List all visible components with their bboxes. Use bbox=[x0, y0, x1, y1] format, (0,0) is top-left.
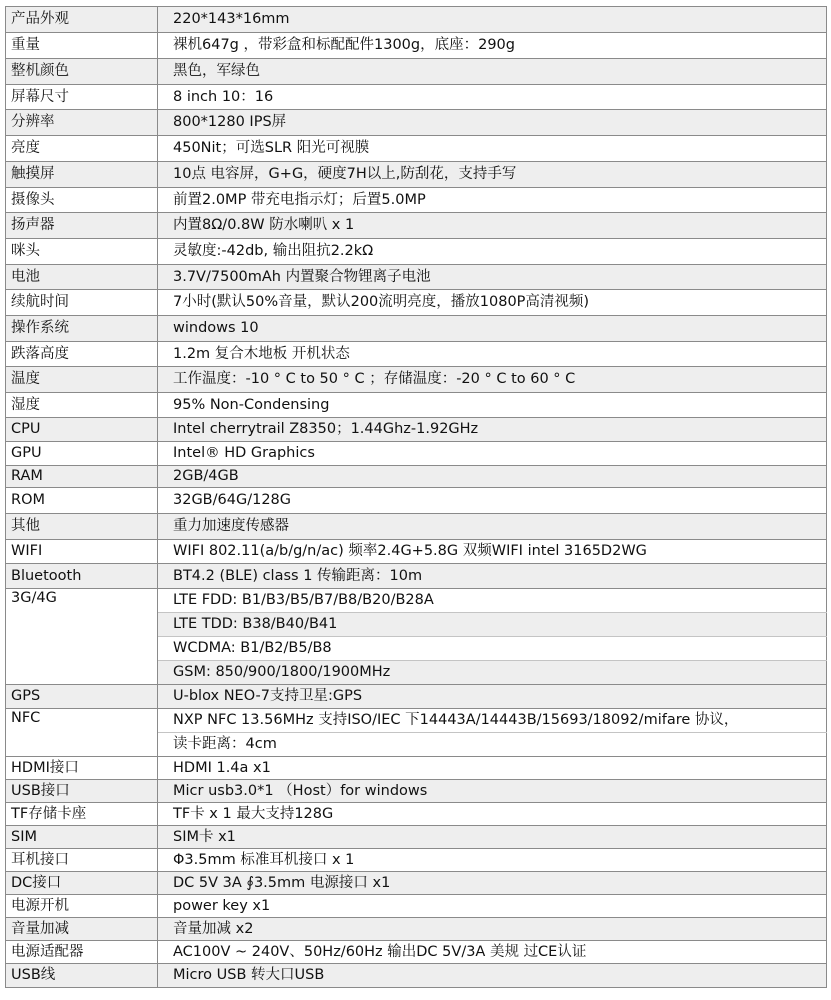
spec-row bbox=[6, 393, 827, 418]
nfc-line: NXP NFC 13.56MHz 支持ISO/IEC 下14443A/14443B/15693/18092/mifare 协议， bbox=[158, 709, 827, 733]
nfc-label-cont bbox=[6, 733, 158, 757]
row-label: 湿度 bbox=[6, 393, 158, 418]
spec-row bbox=[6, 941, 827, 964]
row-label: RAM bbox=[6, 466, 158, 488]
row-value: 前置2.0MP 带充电指示灯；后置5.0MP bbox=[158, 188, 827, 213]
spec-row bbox=[6, 540, 827, 564]
network-row bbox=[6, 589, 827, 613]
row-value: 10点 电容屏，G+G，硬度7H以上,防刮花，支持手写 bbox=[158, 162, 827, 188]
spec-row bbox=[6, 239, 827, 265]
row-value: 2GB/4GB bbox=[158, 466, 827, 488]
row-value: Intel® HD Graphics bbox=[158, 442, 827, 466]
row-label: 续航时间 bbox=[6, 290, 158, 316]
row-label: 整机颜色 bbox=[6, 59, 158, 85]
row-label: 重量 bbox=[6, 33, 158, 59]
row-label: 操作系统 bbox=[6, 316, 158, 342]
row-value: 7小时(默认50%音量，默认200流明亮度，播放1080P高清视频) bbox=[158, 290, 827, 316]
network-line: LTE TDD: B38/B40/B41 bbox=[158, 613, 827, 637]
spec-row bbox=[6, 849, 827, 872]
network-row bbox=[6, 637, 827, 661]
row-label: HDMI接口 bbox=[6, 757, 158, 780]
spec-row bbox=[6, 213, 827, 239]
spec-row bbox=[6, 466, 827, 488]
row-value: Φ3.5mm 标准耳机接口 x 1 bbox=[158, 849, 827, 872]
row-value: 800*1280 IPS屏 bbox=[158, 110, 827, 136]
row-label: WIFI bbox=[6, 540, 158, 564]
row-label: 咪头 bbox=[6, 239, 158, 265]
row-value: 重力加速度传感器 bbox=[158, 514, 827, 540]
row-value: 黑色，军绿色 bbox=[158, 59, 827, 85]
spec-row bbox=[6, 826, 827, 849]
network-row bbox=[6, 613, 827, 637]
row-value: 1.2m 复合木地板 开机状态 bbox=[158, 342, 827, 367]
row-value: AC100V ~ 240V、50Hz/60Hz 输出DC 5V/3A 美规 过CE认证 bbox=[158, 941, 827, 964]
network-label: 3G/4G bbox=[6, 589, 158, 613]
row-value: Intel cherrytrail Z8350；1.44Ghz-1.92GHz bbox=[158, 418, 827, 442]
spec-row bbox=[6, 964, 827, 988]
row-value: 灵敏度:-42db, 输出阻抗2.2kΩ bbox=[158, 239, 827, 265]
spec-row bbox=[6, 895, 827, 918]
spec-row bbox=[6, 342, 827, 367]
row-label: DC接口 bbox=[6, 872, 158, 895]
row-label: TF存储卡座 bbox=[6, 803, 158, 826]
row-value: 裸机647g ，带彩盒和标配配件1300g，底座：290g bbox=[158, 33, 827, 59]
row-value: HDMI 1.4a x1 bbox=[158, 757, 827, 780]
row-value: 内置8Ω/0.8W 防水喇叭 x 1 bbox=[158, 213, 827, 239]
row-value: SIM卡 x1 bbox=[158, 826, 827, 849]
spec-row bbox=[6, 110, 827, 136]
spec-row bbox=[6, 59, 827, 85]
spec-row bbox=[6, 442, 827, 466]
row-label: SIM bbox=[6, 826, 158, 849]
row-value: 工作温度：-10 ° C to 50 ° C ；存储温度：-20 ° C to 60 ° C bbox=[158, 367, 827, 393]
row-value: TF卡 x 1 最大支持128G bbox=[158, 803, 827, 826]
spec-row bbox=[6, 418, 827, 442]
row-value: 95% Non-Condensing bbox=[158, 393, 827, 418]
row-label: 电源开机 bbox=[6, 895, 158, 918]
row-label: 耳机接口 bbox=[6, 849, 158, 872]
row-label: CPU bbox=[6, 418, 158, 442]
network-line: GSM: 850/900/1800/1900MHz bbox=[158, 661, 827, 685]
spec-row bbox=[6, 188, 827, 213]
spec-row bbox=[6, 7, 827, 33]
spec-table bbox=[5, 6, 827, 988]
spec-row bbox=[6, 514, 827, 540]
row-label: 扬声器 bbox=[6, 213, 158, 239]
row-value: U-blox NEO-7支持卫星:GPS bbox=[158, 685, 827, 709]
spec-row bbox=[6, 918, 827, 941]
row-label: 其他 bbox=[6, 514, 158, 540]
row-label: GPS bbox=[6, 685, 158, 709]
row-value: Micr usb3.0*1 （Host）for windows bbox=[158, 780, 827, 803]
nfc-row bbox=[6, 733, 827, 757]
row-value: DC 5V 3A ∮3.5mm 电源接口 x1 bbox=[158, 872, 827, 895]
nfc-label: NFC bbox=[6, 709, 158, 733]
row-value: windows 10 bbox=[158, 316, 827, 342]
row-value: 220*143*16mm bbox=[158, 7, 827, 33]
network-line: LTE FDD: B1/B3/B5/B7/B8/B20/B28A bbox=[158, 589, 827, 613]
row-label: 产品外观 bbox=[6, 7, 158, 33]
row-label: USB线 bbox=[6, 964, 158, 988]
spec-row bbox=[6, 685, 827, 709]
row-label: 电池 bbox=[6, 265, 158, 290]
row-label: 音量加减 bbox=[6, 918, 158, 941]
spec-row bbox=[6, 265, 827, 290]
network-row bbox=[6, 661, 827, 685]
row-value: 3.7V/7500mAh 内置聚合物锂离子电池 bbox=[158, 265, 827, 290]
nfc-row bbox=[6, 709, 827, 733]
spec-row bbox=[6, 803, 827, 826]
row-label: Bluetooth bbox=[6, 564, 158, 589]
row-label: 亮度 bbox=[6, 136, 158, 162]
row-value: WIFI 802.11(a/b/g/n/ac) 频率2.4G+5.8G 双频WIFI intel 3165D2WG bbox=[158, 540, 827, 564]
row-label: 电源适配器 bbox=[6, 941, 158, 964]
row-label: ROM bbox=[6, 488, 158, 514]
row-value: 音量加减 x2 bbox=[158, 918, 827, 941]
spec-row bbox=[6, 488, 827, 514]
row-value: 450Nit；可选SLR 阳光可视膜 bbox=[158, 136, 827, 162]
spec-row bbox=[6, 757, 827, 780]
row-value: 32GB/64G/128G bbox=[158, 488, 827, 514]
row-label: 摄像头 bbox=[6, 188, 158, 213]
spec-row bbox=[6, 85, 827, 110]
spec-row bbox=[6, 367, 827, 393]
network-label-cont bbox=[6, 661, 158, 685]
nfc-line: 读卡距离：4cm bbox=[158, 733, 827, 757]
spec-row bbox=[6, 290, 827, 316]
spec-row bbox=[6, 564, 827, 589]
row-label: 触摸屏 bbox=[6, 162, 158, 188]
row-label: USB接口 bbox=[6, 780, 158, 803]
row-label: 跌落高度 bbox=[6, 342, 158, 367]
network-label-cont bbox=[6, 637, 158, 661]
spec-row bbox=[6, 872, 827, 895]
spec-row bbox=[6, 136, 827, 162]
spec-row bbox=[6, 316, 827, 342]
row-value: 8 inch 10：16 bbox=[158, 85, 827, 110]
row-value: power key x1 bbox=[158, 895, 827, 918]
row-value: BT4.2 (BLE) class 1 传输距离：10m bbox=[158, 564, 827, 589]
row-label: 分辨率 bbox=[6, 110, 158, 136]
spec-row bbox=[6, 780, 827, 803]
spec-row bbox=[6, 33, 827, 59]
row-label: 温度 bbox=[6, 367, 158, 393]
network-label-cont bbox=[6, 613, 158, 637]
row-value: Micro USB 转大口USB bbox=[158, 964, 827, 988]
row-label: GPU bbox=[6, 442, 158, 466]
row-label: 屏幕尺寸 bbox=[6, 85, 158, 110]
network-line: WCDMA: B1/B2/B5/B8 bbox=[158, 637, 827, 661]
spec-row bbox=[6, 162, 827, 188]
